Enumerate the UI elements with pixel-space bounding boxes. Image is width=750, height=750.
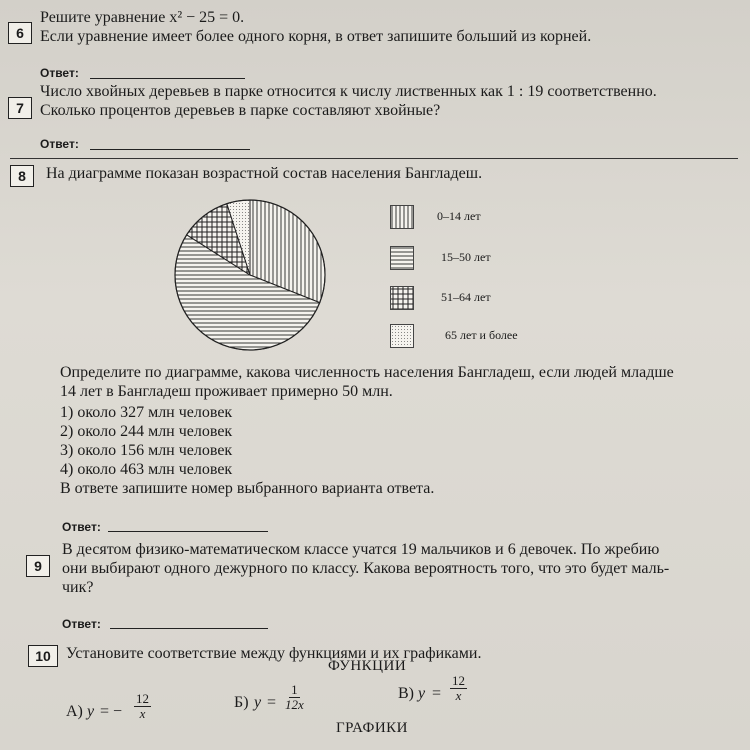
legend-swatch-2	[390, 246, 414, 270]
question-8-answer-label: Ответ:	[62, 520, 101, 534]
question-8-text-line2: 14 лет в Бангладеш проживает примерно 50 млн.	[60, 383, 393, 400]
question-6-line2: Если уравнение имеет более одного корня, в ответ запишите больший из корней.	[40, 28, 592, 45]
function-c-denominator: x	[455, 688, 462, 703]
function-c-fraction	[450, 674, 467, 703]
legend-label-1: 0–14 лет	[437, 209, 481, 223]
legend-label-3: 51–64 лет	[441, 290, 491, 304]
function-a-lhs: y	[87, 703, 95, 720]
question-8-text-line1: Определите по диаграмме, какова численность населения Бангладеш, если людей младше	[60, 364, 674, 381]
question-6-answer-field[interactable]	[90, 78, 245, 79]
function-a-numerator: 12	[136, 691, 149, 706]
question-7-answer-field[interactable]	[90, 149, 250, 150]
question-9-line2: они выбирают одного дежурного по классу. Какова вероятность того, что это будет маль-	[62, 560, 670, 577]
function-c-sign: =	[432, 685, 442, 702]
separator-line	[10, 158, 738, 159]
question-8-number: 8	[10, 165, 34, 187]
question-9-line3: чик?	[62, 579, 94, 596]
question-9-line1: В десятом физико-математическом классе учатся 19 мальчиков и 6 девочек. По жребию	[62, 541, 660, 558]
function-b-denominator: 12x	[285, 697, 304, 712]
question-7-line2: Сколько процентов деревьев в парке составляют хвойные?	[40, 102, 441, 119]
legend-label-2: 15–50 лет	[441, 250, 491, 264]
function-c-numerator: 12	[452, 673, 465, 688]
question-7-line1: Число хвойных деревьев в парке относится к числу лиственных как 1 : 19 соответственно.	[40, 83, 657, 100]
function-a-fraction	[134, 692, 151, 721]
function-a-sign: = −	[100, 703, 123, 720]
question-6-answer-label: Ответ:	[40, 66, 79, 80]
legend-swatch-4	[390, 324, 414, 348]
function-b-label: Б)	[234, 694, 249, 711]
function-c-lhs: y	[418, 685, 426, 702]
function-b-sign: =	[267, 694, 277, 711]
pie-slices	[175, 200, 325, 350]
question-8-title: На диаграмме показан возрастной состав населения Бангладеш.	[46, 165, 483, 182]
question-8-answer-field[interactable]	[108, 531, 268, 532]
function-a-denominator: x	[139, 706, 146, 721]
question-9-answer-field[interactable]	[110, 628, 268, 629]
legend-label-4: 65 лет и более	[445, 328, 518, 342]
function-c-label: В)	[398, 685, 414, 702]
functions-heading: ФУНКЦИИ	[328, 658, 407, 674]
question-9-number: 9	[26, 555, 50, 577]
question-6-number: 6	[8, 22, 32, 44]
function-b-numerator: 1	[291, 682, 298, 697]
question-7-answer-label: Ответ:	[40, 137, 79, 151]
question-8-instruction: В ответе запишите номер выбранного варианта ответа.	[60, 480, 435, 497]
function-a-label: А)	[66, 703, 83, 720]
question-10-number: 10	[28, 645, 58, 667]
function-b-fraction	[285, 683, 304, 712]
question-6-line1: Решите уравнение x² − 25 = 0.	[40, 9, 245, 26]
question-8-option-1[interactable]: 1) около 327 млн человек	[60, 404, 233, 421]
question-7-number: 7	[8, 97, 32, 119]
question-8-option-3[interactable]: 3) около 156 млн человек	[60, 442, 233, 459]
question-9-answer-label: Ответ:	[62, 617, 101, 631]
legend-swatch-3	[390, 286, 414, 310]
graphs-heading: ГРАФИКИ	[336, 720, 409, 736]
function-b-lhs: y	[254, 694, 262, 711]
question-8-option-4[interactable]: 4) около 463 млн человек	[60, 461, 233, 478]
legend-swatch-1	[390, 205, 414, 229]
question-10-title: Установите соответствие между функциями и их графиками.	[66, 645, 482, 662]
question-8-option-2[interactable]: 2) около 244 млн человек	[60, 423, 233, 440]
